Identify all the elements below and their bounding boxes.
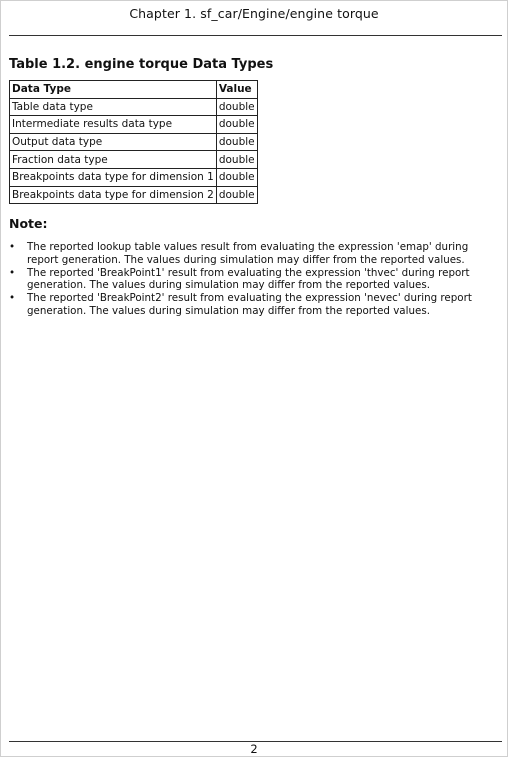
header-divider <box>9 35 502 36</box>
note-list <box>9 241 489 318</box>
data-type-cell: Output data type <box>10 133 217 151</box>
column-header-value: Value <box>216 81 257 99</box>
value-cell: double <box>216 151 257 169</box>
note-item <box>9 292 489 318</box>
note-item <box>9 241 489 267</box>
value-cell: double <box>216 98 257 116</box>
table-header-row <box>10 81 258 99</box>
bullet-icon: • <box>9 292 16 305</box>
table-row <box>10 186 258 204</box>
value-cell: double <box>216 133 257 151</box>
table-row <box>10 133 258 151</box>
data-type-cell: Breakpoints data type for dimension 2 <box>10 186 217 204</box>
bullet-icon: • <box>9 241 16 253</box>
note-text: The reported 'BreakPoint2' result from evaluating the expression 'nevec' during report generation. The values during simulation may differ from the reported values. <box>27 292 472 317</box>
note-text: The reported lookup table values result from evaluating the expression 'emap' during report generation. The values during simulation may differ from the reported values. <box>27 241 469 266</box>
bullet-icon: • <box>9 266 16 279</box>
data-type-cell: Fraction data type <box>10 151 217 169</box>
note-item <box>9 267 489 293</box>
note-heading: Note: <box>9 216 48 231</box>
data-types-table <box>9 80 258 204</box>
data-type-cell: Breakpoints data type for dimension 1 <box>10 168 217 186</box>
data-type-cell: Intermediate results data type <box>10 116 217 134</box>
table-row <box>10 116 258 134</box>
table-row <box>10 168 258 186</box>
note-text: The reported 'BreakPoint1' result from evaluating the expression 'thvec' during report generation. The values during simulation may differ from the reported values. <box>27 266 470 292</box>
table-row <box>10 98 258 116</box>
running-header: Chapter 1. sf_car/Engine/engine torque <box>129 6 379 21</box>
table-row <box>10 151 258 169</box>
page-number: 2 <box>250 742 258 756</box>
value-cell: double <box>216 168 257 186</box>
column-header-data-type: Data Type <box>10 81 217 99</box>
table-title: Table 1.2. engine torque Data Types <box>9 57 274 72</box>
data-type-cell: Table data type <box>10 98 217 116</box>
value-cell: double <box>216 116 257 134</box>
value-cell: double <box>216 186 257 204</box>
